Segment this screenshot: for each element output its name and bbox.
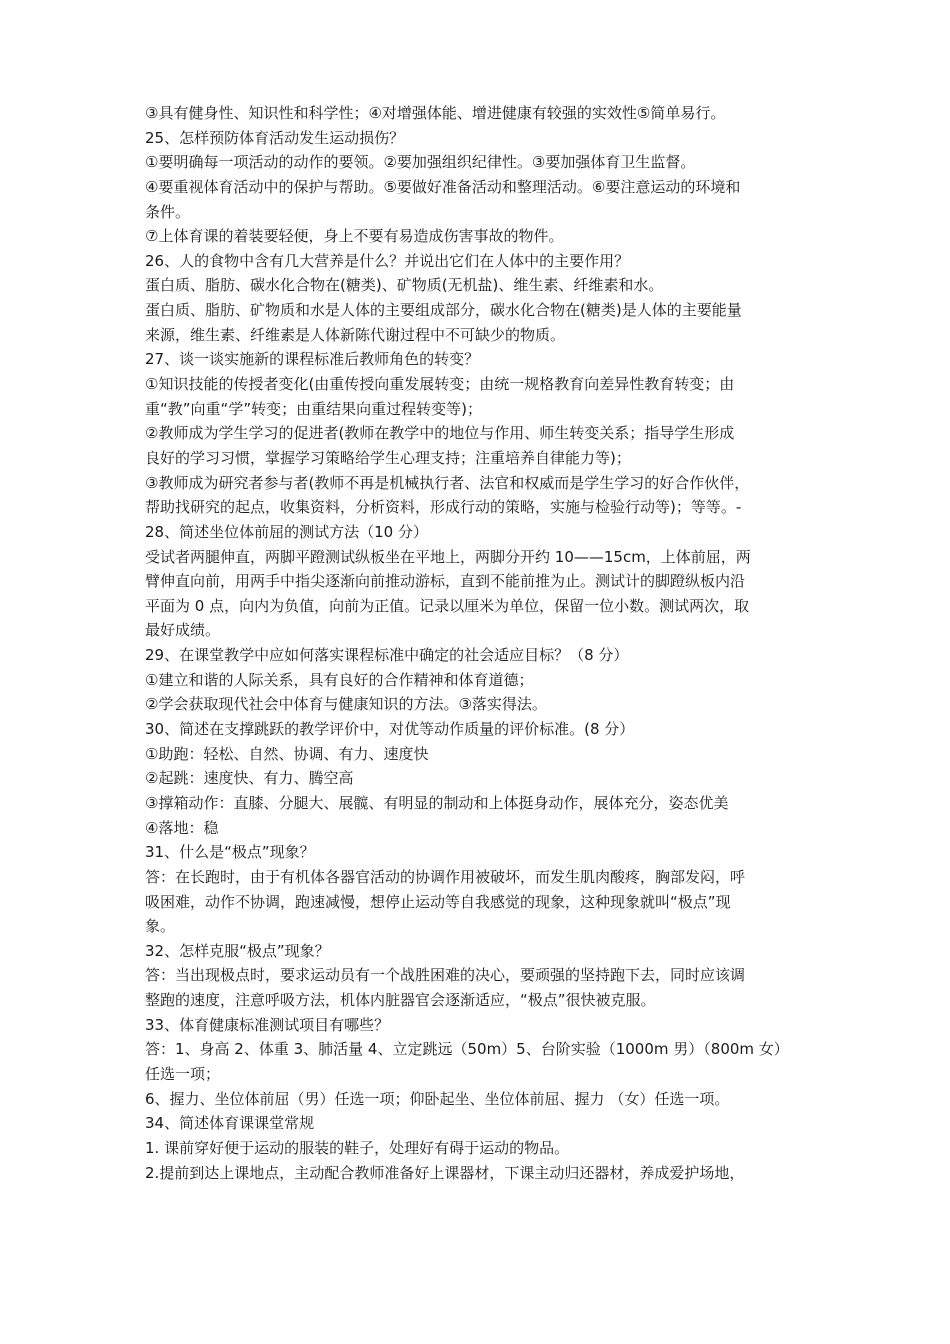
question-heading: 26、人的食物中含有几大营养是什么？并说出它们在人体中的主要作用？	[145, 251, 630, 270]
question-heading: 31、什么是“极点”现象？	[145, 843, 315, 862]
question-heading: 27、谈一谈实施新的课程标准后教师角色的转变？	[145, 350, 480, 369]
text-line: ②起跳：速度快、有力、腾空高	[145, 769, 354, 788]
question-heading: 32、怎样克服“极点”现象？	[145, 941, 330, 960]
text-line: 整跑的速度，注意呼吸方法，机体内脏器官会逐渐适应，“极点”很快被克服。	[145, 991, 656, 1010]
text-line: ⑦上体育课的着装要轻便，身上不要有易造成伤害事故的物件。	[145, 227, 564, 246]
text-line: ①助跑：轻松、自然、协调、有力、速度快	[145, 744, 429, 763]
question-heading: 25、怎样预防体育活动发生运动损伤？	[145, 128, 405, 147]
text-line: 蛋白质、脂肪、碳水化合物在(糖类)、矿物质(无机盐)、维生素、纤维素和水。	[145, 276, 664, 295]
text-line: 答：1、身高 2、体重 3、肺活量 4、立定跳远（50m）5、台阶实验（1000m 男）（800m 女）	[145, 1040, 789, 1059]
text-line: 平面为 0 点，向内为负值，向前为正值。记录以厘米为单位，保留一位小数。测试两次，取	[145, 596, 750, 615]
text-line: ②教师成为学生学习的促进者(教师在教学中的地位与作用、师生转变关系；指导学生形成	[145, 424, 735, 443]
text-line: 答：在长跑时，由于有机体各器官活动的协调作用被破坏，而发生肌肉酸疼，胸部发闷，呼	[145, 867, 746, 886]
text-line: 良好的学习习惯，掌握学习策略给学生心理支持；注重培养自律能力等)；	[145, 448, 631, 467]
question-heading: 33、体育健康标准测试项目有哪些？	[145, 1015, 390, 1034]
text-line: ③撑箱动作：直膝、分腿大、展髋、有明显的制动和上体挺身动作，展体充分，姿态优美	[145, 793, 729, 812]
text-line: ④要重视体育活动中的保护与帮助。⑤要做好准备活动和整理活动。⑥要注意运动的环境和	[145, 177, 741, 196]
text-line: 任选一项；	[145, 1064, 221, 1083]
question-heading: 28、简述坐位体前屈的测试方法（10 分）	[145, 522, 428, 541]
text-line: 来源，维生素、纤维素是人体新陈代谢过程中不可缺少的物质。	[145, 325, 566, 344]
question-heading: 30、简述在支撑跳跃的教学评价中，对优等动作质量的评价标准。(8 分）	[145, 720, 635, 739]
text-line: ②学会获取现代社会中体育与健康知识的方法。③落实得法。	[145, 695, 547, 714]
text-line: 吸困难，动作不协调，跑速减慢，想停止运动等自我感觉的现象，这种现象就叫“极点”现	[145, 892, 731, 911]
text-line: 1. 课前穿好便于运动的服装的鞋子，处理好有碍于运动的物品。	[145, 1138, 570, 1157]
text-line: 受试者两腿伸直，两脚平蹬测试纵板坐在平地上，两脚分开约 10——15cm，上体前屈，两	[145, 547, 751, 566]
text-line: 2.提前到达上课地点，主动配合教师准备好上课器材，下课主动归还器材，养成爱护场地，	[145, 1163, 745, 1182]
text-line: 6、握力、坐位体前屈（男）任选一项；仰卧起坐、坐位体前屈、握力 （女）任选一项。	[145, 1089, 730, 1108]
text-line: 蛋白质、脂肪、矿物质和水是人体的主要组成部分，碳水化合物在(糖类)是人体的主要能量	[145, 301, 742, 320]
text-line: 重“教”向重“学”转变；由重结果向重过程转变等)；	[145, 399, 482, 418]
text-line: ①知识技能的传授者变化(由重传授向重发展转变；由统一规格教育向差异性教育转变；由	[145, 375, 735, 394]
document-page	[145, 101, 825, 1185]
text-line: ①要明确每一项活动的动作的要领。②要加强组织纪律性。③要加强体育卫生监督。	[145, 153, 696, 172]
text-line: 臂伸直向前，用两手中指尖逐渐向前推动游标，直到不能前推为止。测试计的脚蹬纵板内沿	[145, 572, 746, 591]
text-line: ①建立和谐的人际关系，具有良好的合作精神和体育道德；	[145, 670, 534, 689]
question-heading: 29、在课堂教学中应如何落实课程标准中确定的社会适应目标？（8 分）	[145, 646, 629, 665]
question-heading: 34、简述体育课课堂常规	[145, 1114, 315, 1133]
text-line: 答：当出现极点时，要求运动员有一个战胜困难的决心，要顽强的坚持跑下去，同时应该调	[145, 966, 746, 985]
text-line: ④落地：稳	[145, 818, 219, 837]
text-line: 最好成绩。	[145, 621, 221, 640]
text-line: ③教师成为研究者参与者(教师不再是机械执行者、法官和权威而是学生学习的好合作伙伴，	[145, 473, 750, 492]
text-line: 条件。	[145, 202, 191, 221]
text-line: ③具有健身性、知识性和科学性；④对增强体能、增进健康有较强的实效性⑤简单易行。	[145, 104, 726, 122]
text-line: 帮助找研究的起点，收集资料，分析资料，形成行动的策略，实施与检验行动等)；等等。-	[145, 498, 742, 517]
text-line: 象。	[145, 917, 176, 936]
